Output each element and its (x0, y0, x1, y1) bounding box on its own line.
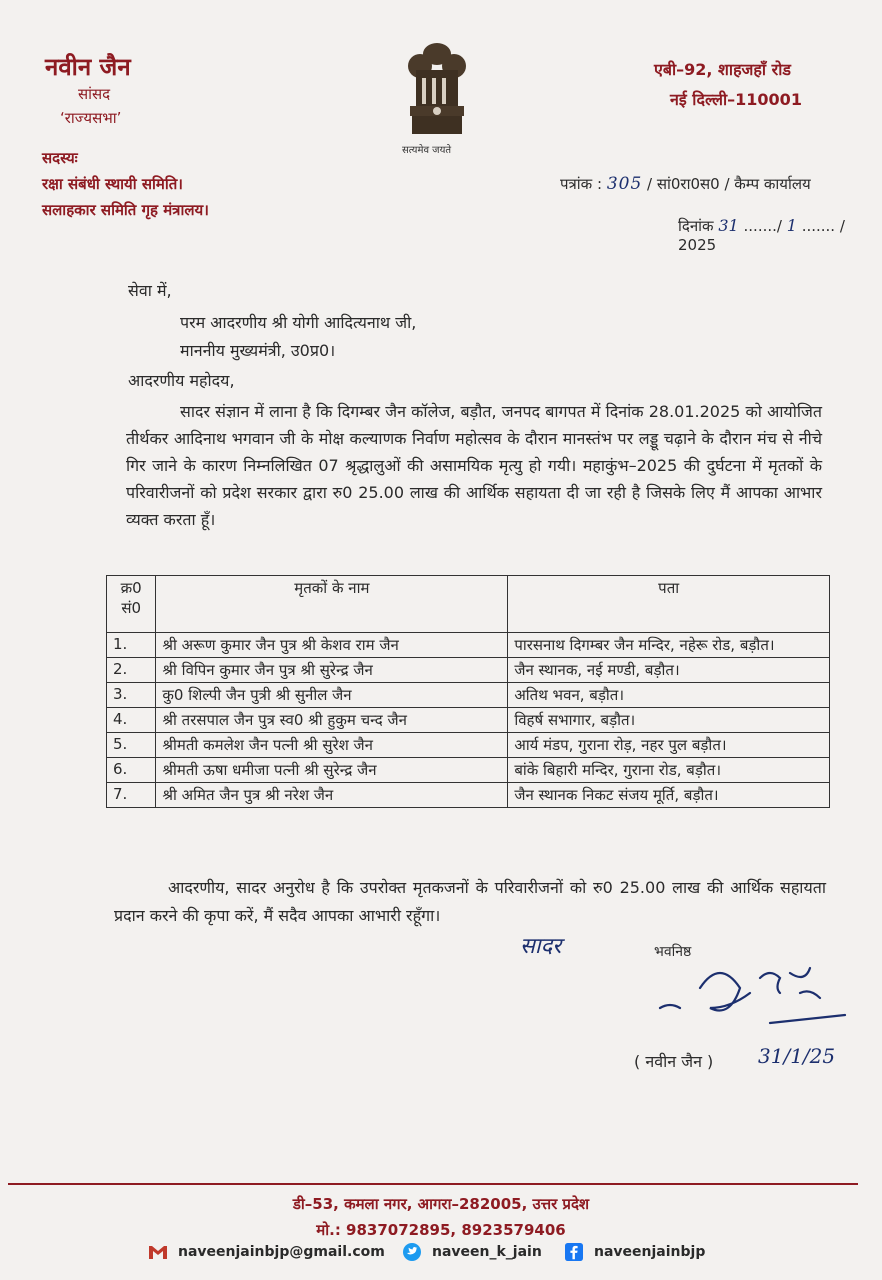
table-row (107, 658, 830, 683)
reference-number (560, 174, 811, 194)
footer-address: डी–53, कमला नगर, आगरा–282005, उत्तर प्रदेश (292, 1195, 590, 1213)
cell-serial: 2. (107, 658, 156, 683)
twitter-contact (402, 1243, 542, 1261)
table-row (107, 733, 830, 758)
signatory-name: ( नवीन जैन ) (634, 1052, 714, 1071)
cell-serial: 1. (107, 633, 156, 658)
deceased-table (106, 575, 830, 808)
cell-serial: 5. (107, 733, 156, 758)
emblem-motto: सत्यमेव जयते (402, 145, 452, 156)
sender-designation: सांसद (78, 85, 111, 103)
signature-mark (640, 948, 850, 1038)
table-row (107, 708, 830, 733)
date-day: 31 (718, 216, 739, 235)
col-header-serial: क्र0 सं0 (107, 576, 156, 633)
sender-name: नवीन जैन (45, 53, 131, 81)
twitter-icon (402, 1243, 422, 1261)
patrank-number: 305 (606, 174, 643, 194)
handwritten-date: 31/1/25 (758, 1044, 836, 1068)
cell-serial: 3. (107, 683, 156, 708)
cell-address: जैन स्थानक, नई मण्डी, बड़ौत। (508, 658, 830, 683)
cell-serial: 6. (107, 758, 156, 783)
patrank-suffix: / सां0रा0स0 / कैम्प कार्यालय (647, 175, 811, 193)
dinank-label: दिनांक (678, 217, 714, 235)
table-header-row (107, 576, 830, 633)
committee-1: रक्षा संबंधी स्थायी समिति। (42, 175, 183, 193)
committee-2: सलाहकार समिति गृह मंत्रालय। (42, 201, 209, 219)
footer-mobile: मो.: 9837072895, 8923579406 (316, 1221, 566, 1239)
letter-date: दिनांक 31 ......./ 1 ....... / 2025 (678, 216, 845, 254)
table-row (107, 683, 830, 708)
ashoka-emblem-icon (398, 38, 476, 143)
cell-name: कु0 शिल्पी जैन पुत्री श्री सुनील जैन (156, 683, 508, 708)
col-header-address: पता (508, 576, 830, 633)
cell-name: श्री अरूण कुमार जैन पुत्र श्री केशव राम जैन (156, 633, 508, 658)
recipient-line-1: परम आदरणीय श्री योगी आदित्यनाथ जी, (180, 313, 417, 332)
cell-address: पारसनाथ दिगम्बर जैन मन्दिर, नहेरू रोड, बड़ौत। (508, 633, 830, 658)
closing-bhavanishth: भवनिष्ठ (654, 944, 692, 960)
cell-name: श्रीमती कमलेश जैन पत्नी श्री सुरेश जैन (156, 733, 508, 758)
greeting: आदरणीय महोदय, (128, 371, 235, 390)
patrank-label: पत्रांक : (560, 175, 603, 193)
body-paragraph-1: सादर संज्ञान में लाना है कि दिगम्बर जैन कॉलेज, बड़ौत, जनपद बागपत में दिनांक 28.01.2025 को आयोजित तीर्थकर आदिनाथ भगवान जी के मोक्ष कल्याणक निर्वाण महोत्सव के दौरान मानस्तंभ पर लड्डू चढ़ाने के दौरान मंच से नीचे गिर जाने के कारण निम्नलिखित 07 श्रृद्धालुओं की असामयिक मृत्यु हो गयी। महाकुंभ–2025 की दुर्घटना में मृतकों के परिवारीजनों को प्रदेश सरकार द्वारा रु0 25.00 लाख की आर्थिक सहायता दी जा रही है जिसके लिए मैं आपका आभार व्यक्त करता हूँ। (126, 402, 822, 529)
table-row (107, 783, 830, 808)
cell-name: श्रीमती ऊषा धमीजा पत्नी श्री सुरेन्द्र जैन (156, 758, 508, 783)
body-paragraph-2: आदरणीय, सादर अनुरोध है कि उपरोक्त मृतकजनों के परिवारीजनों को रु0 25.00 लाख की आर्थिक सहायता प्रदान करने की कृपा करें, मैं सदैव आपका आभारी रहूँगा। (114, 878, 826, 925)
footer-divider (8, 1183, 858, 1185)
cell-name: श्री विपिन कुमार जैन पुत्र श्री सुरेन्द्र जैन (156, 658, 508, 683)
table-row (107, 633, 830, 658)
email-text: naveenjainbjp@gmail.com (178, 1244, 385, 1260)
recipient-line-2: माननीय मुख्यमंत्री, उ0प्र0। (180, 341, 336, 360)
col-header-name: मृतकों के नाम (156, 576, 508, 633)
cell-serial: 7. (107, 783, 156, 808)
address-line-1: एबी–92, शाहजहाँ रोड (654, 60, 791, 79)
cell-address: आर्य मंडप, गुराना रोड़, नहर पुल बड़ौत। (508, 733, 830, 758)
handwritten-sadar: सादर (520, 934, 562, 959)
sender-house: ‘राज्यसभा’ (60, 109, 122, 127)
email-contact (148, 1243, 385, 1261)
cell-address: जैन स्थानक निकट संजय मूर्ति, बड़ौत। (508, 783, 830, 808)
address-line-2: नई दिल्ली–110001 (670, 90, 802, 109)
facebook-contact (564, 1243, 705, 1261)
date-month: 1 (786, 216, 797, 235)
facebook-icon (564, 1243, 584, 1261)
cell-address: बांके बिहारी मन्दिर, गुराना रोड, बड़ौत। (508, 758, 830, 783)
cell-serial: 4. (107, 708, 156, 733)
salutation-to: सेवा में, (128, 281, 172, 300)
table-row (107, 758, 830, 783)
member-label: सदस्यः (42, 149, 78, 167)
cell-address: अतिथ भवन, बड़ौत। (508, 683, 830, 708)
cell-name: श्री तरसपाल जैन पुत्र स्व0 श्री हुकुम चन्द जैन (156, 708, 508, 733)
twitter-handle: naveen_k_jain (432, 1244, 542, 1260)
date-year: / 2025 (678, 217, 845, 254)
cell-name: श्री अमित जैन पुत्र श्री नरेश जैन (156, 783, 508, 808)
gmail-icon (148, 1243, 168, 1261)
facebook-handle: naveenjainbjp (594, 1244, 706, 1260)
cell-address: विहर्ष सभागार, बड़ौत। (508, 708, 830, 733)
